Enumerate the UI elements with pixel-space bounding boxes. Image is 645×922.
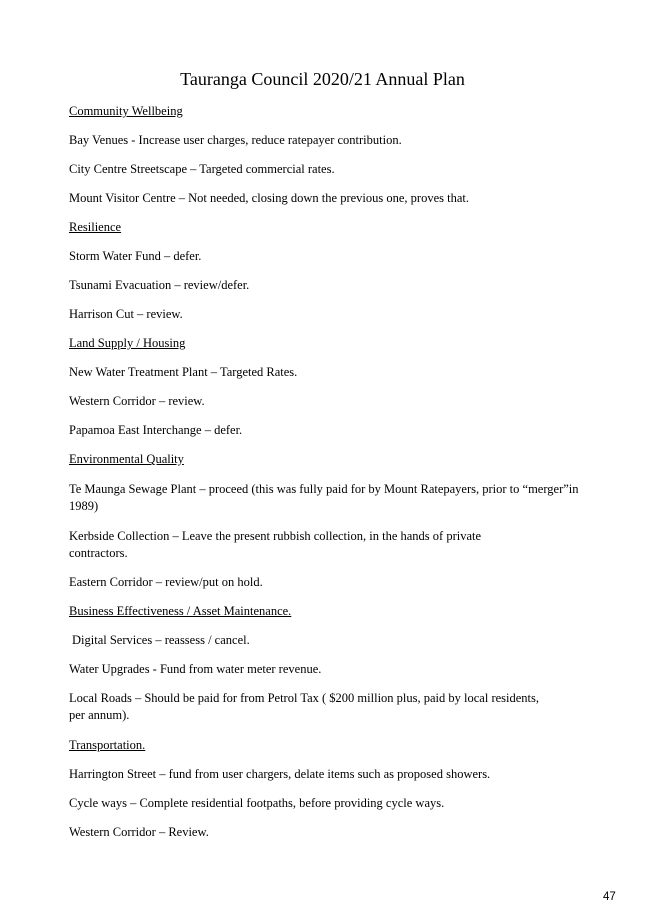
section-heading-transportation: Transportation. xyxy=(69,738,146,752)
list-item: Cycle ways – Complete residential footpaths, before providing cycle ways. xyxy=(69,796,445,810)
section-heading-business-effectiveness: Business Effectiveness / Asset Maintenance. xyxy=(69,604,292,618)
list-item: Te Maunga Sewage Plant – proceed (this was fully paid for by Mount Ratepayers, prior to “merger”in 1989) xyxy=(69,482,579,513)
section-heading-environmental-quality: Environmental Quality xyxy=(69,452,184,466)
section-heading-land-supply-housing: Land Supply / Housing xyxy=(69,336,186,350)
list-item: Eastern Corridor – review/put on hold. xyxy=(69,575,263,589)
list-item: Harrington Street – fund from user chargers, delate items such as proposed showers. xyxy=(69,767,491,781)
list-item: Western Corridor – review. xyxy=(69,394,205,408)
page-title: Tauranga Council 2020/21 Annual Plan xyxy=(180,69,465,89)
list-item: Kerbside Collection – Leave the present rubbish collection, in the hands of private contractors. xyxy=(69,529,482,560)
list-item: Harrison Cut – review. xyxy=(69,307,183,321)
list-item: Bay Venues - Increase user charges, reduce ratepayer contribution. xyxy=(69,133,402,147)
list-item: New Water Treatment Plant – Targeted Rates. xyxy=(69,365,298,379)
list-item: Local Roads – Should be paid for from Petrol Tax ( $200 million plus, paid by local residents, per annum). xyxy=(69,691,540,722)
list-item: Digital Services – reassess / cancel. xyxy=(72,633,250,647)
section-heading-community-wellbeing: Community Wellbeing xyxy=(69,104,183,118)
list-item: Western Corridor – Review. xyxy=(69,825,209,839)
list-item: City Centre Streetscape – Targeted commercial rates. xyxy=(69,162,335,176)
list-item: Tsunami Evacuation – review/defer. xyxy=(69,278,250,292)
list-item: Papamoa East Interchange – defer. xyxy=(69,423,243,437)
list-item: Storm Water Fund – defer. xyxy=(69,249,202,263)
list-item: Mount Visitor Centre – Not needed, closing down the previous one, proves that. xyxy=(69,191,469,205)
section-heading-resilience: Resilience xyxy=(69,220,122,234)
page-number: 47 xyxy=(603,891,616,903)
list-item: Water Upgrades - Fund from water meter revenue. xyxy=(69,662,322,676)
